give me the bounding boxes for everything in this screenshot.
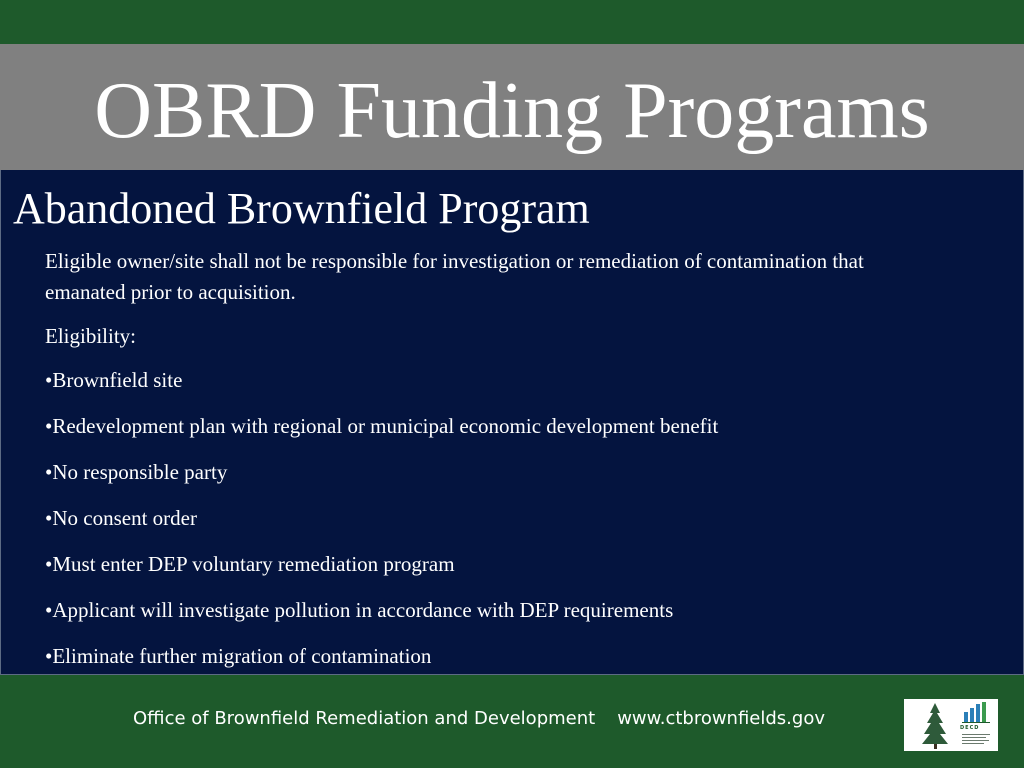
footer — [0, 675, 1024, 768]
logo-caption-lines — [962, 734, 990, 744]
content-panel — [0, 170, 1024, 675]
title-bar — [0, 44, 1024, 170]
eligibility-label: Eligibility: — [45, 324, 137, 348]
eligibility-item: •Must enter DEP voluntary remediation program — [45, 552, 455, 576]
eligibility-item: •No responsible party — [45, 460, 228, 484]
top-band — [0, 0, 1024, 44]
footer-credit — [133, 707, 825, 731]
decd-logo-icon — [904, 699, 998, 751]
eligibility-item: •No consent order — [45, 506, 197, 530]
eligibility-item: •Redevelopment plan with regional or municipal economic development benefit — [45, 414, 719, 438]
logo-graphic — [904, 699, 998, 751]
program-intro: Eligible owner/site shall not be responsible for investigation or remediation of contamination that emanated prior to acquisition. — [45, 249, 864, 304]
pine-tree-icon — [922, 703, 948, 749]
program-subtitle: Abandoned Brownfield Program — [13, 184, 590, 233]
bar-chart-icon — [962, 702, 990, 723]
program-description — [45, 246, 875, 675]
slide-title: OBRD Funding Programs — [94, 67, 930, 155]
footer-office-name: Office of Brownfield Remediation and Development — [133, 708, 596, 729]
logo-text: DECD — [960, 725, 980, 731]
eligibility-item: •Eliminate further migration of contamination — [45, 644, 432, 668]
eligibility-list — [45, 365, 875, 675]
eligibility-item: •Brownfield site — [45, 368, 183, 392]
footer-website: www.ctbrownfields.gov — [617, 708, 825, 729]
eligibility-item: •Applicant will investigate pollution in accordance with DEP requirements — [45, 598, 674, 622]
